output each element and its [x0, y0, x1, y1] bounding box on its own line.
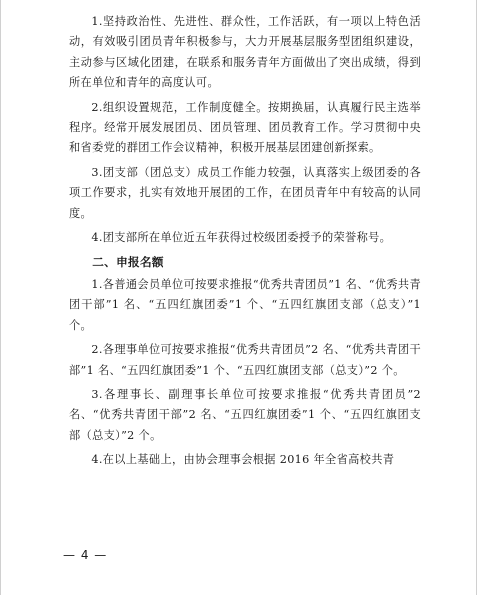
criterion-paragraph-4: 4.团支部所在单位近五年获得过校级团委授予的荣誉称号。	[91, 231, 392, 245]
criterion-paragraph-2: 2.组织设置规范，工作制度健全。按期换届，认真履行民主选举程序。经常开展发展团员、团员管理、团员教育工作。学习贯彻中央和省委党的群团工作会议精神，积极开展基层团建创新探索。	[69, 100, 421, 155]
page-number: — 4 —	[63, 548, 108, 562]
criterion-paragraph-1: 1.坚持政治性、先进性、群众性，工作活跃，有一项以上特色活动，有效吸引团员青年积极参与，大力开展基层服务型团组织建设，主动参与区域化团建，在联系和服务青年方面做出了突出成绩，得到所在单位和青年的高度认可。	[69, 15, 421, 90]
quota-paragraph-2: 2.各理事单位可按要求推报“优秀共青团员”2 名、“优秀共青团干部”1 名、“五四红旗团委”1 个、“五四红旗团支部（总支）”2 个。	[69, 343, 421, 377]
quota-paragraph-3: 3.各理事长、副理事长单位可按要求推报“优秀共青团员”2 名、“优秀共青团干部”2 名、“五四红旗团委”1 个、“五四红旗团支部（总支）”2 个。	[69, 387, 421, 442]
section-two-heading: 二、申报名额	[92, 255, 164, 270]
criterion-paragraph-3: 3.团支部（团总支）成员工作能力较强，认真落实上级团委的各项工作要求，扎实有效地开展团的工作，在团员青年中有较高的认同度。	[69, 165, 421, 220]
quota-paragraph-4: 4.在以上基础上，由协会理事会根据 2016 年全省高校共青	[91, 453, 395, 467]
document-body	[69, 12, 421, 475]
quota-paragraph-1: 1.各普通会员单位可按要求推报“优秀共青团员”1 名、“优秀共青团干部”1 名、“五四红旗团委”1 个、“五四红旗团支部（总支）”1 个。	[69, 277, 421, 332]
